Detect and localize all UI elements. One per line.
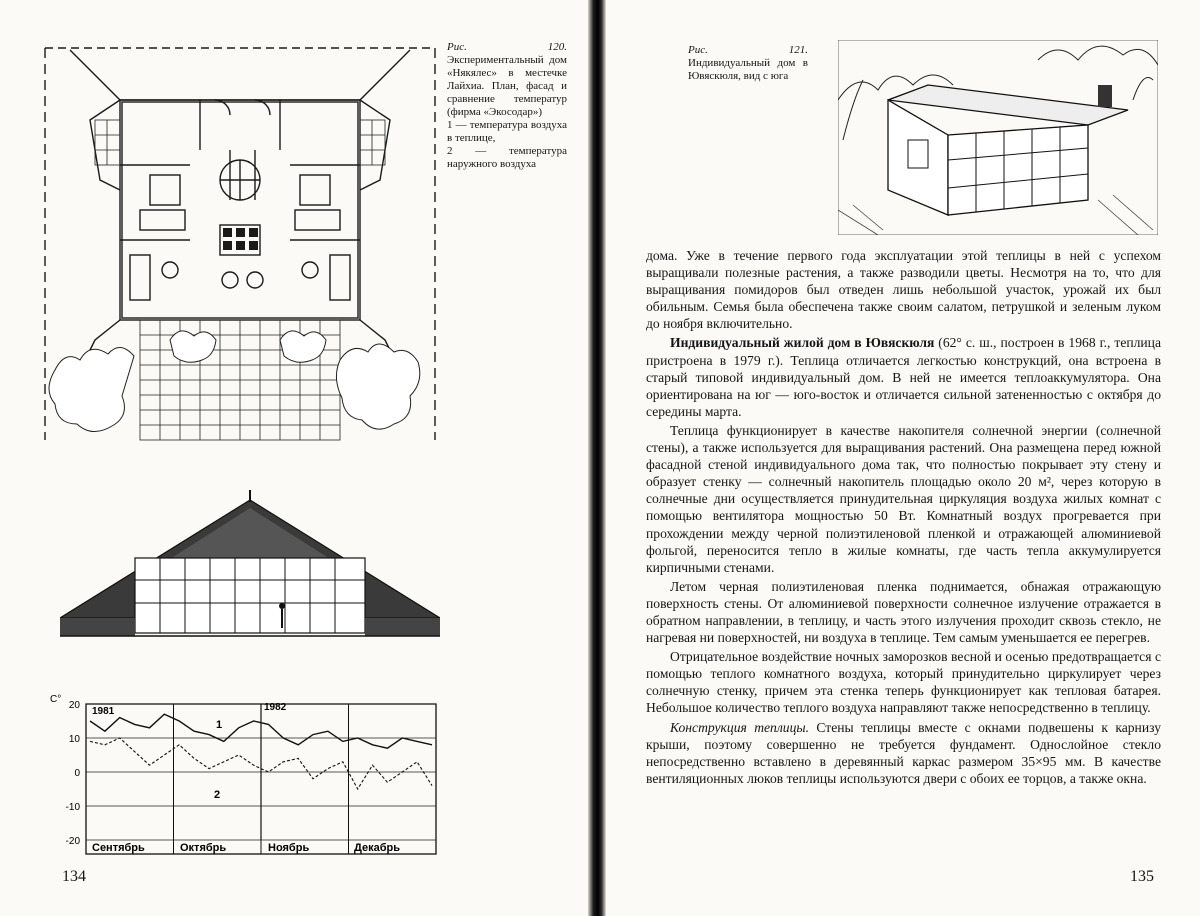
p6-heading: Конструкция теплицы. xyxy=(670,719,809,735)
right-page xyxy=(606,0,1200,916)
book-gutter xyxy=(588,0,606,916)
page-number-right: 135 xyxy=(1130,868,1154,885)
house-illustration xyxy=(838,40,1158,235)
temperature-chart xyxy=(50,690,450,865)
chart-y-tick-label: -10 xyxy=(65,802,80,813)
month-december: Декабрь xyxy=(354,842,400,854)
facade-drawing xyxy=(60,488,440,648)
paragraph-4 xyxy=(646,578,1161,646)
figure-121-text: Индивидуальный дом в Ювяскюля, вид с юга xyxy=(688,57,808,82)
floor-plan-drawing xyxy=(40,40,440,450)
p1-text: дома. Уже в течение первого года эксплуатации этой теплицы в ней с успехом выращивали полезные растения, а также разводили цветы. Несмотря на то, что для выращивания помидоров был отведен лишь небольшой участок, урожай их был обильным. Семья была обеспечена также своим салатом, петрушкой и зеленым луком до ноября включительно. xyxy=(646,248,1161,332)
figure-121-label: Рис. 121. xyxy=(688,44,808,56)
p6-text: Стены теплицы вместе с окнами подвешены к карнизу крыши, поэтому совершенно не требуется фундамент. Однослойное стекло непосредственно вставлено в деревянный каркас размером 35×95 мм. В качестве вентиляционных люков теплицы используются двери с обоих ее торцов, а также окна. xyxy=(646,719,1161,786)
month-november: Ноябрь xyxy=(268,842,310,854)
chart-y-tick-label: 20 xyxy=(68,700,80,711)
month-september: Сентябрь xyxy=(92,842,145,854)
figure-121-caption xyxy=(688,44,808,83)
chart-y-unit: С° xyxy=(50,694,62,705)
chart-year-1982: 1982 xyxy=(264,702,287,713)
series-label-2: 2 xyxy=(214,789,221,801)
paragraph-2 xyxy=(646,334,1161,419)
paragraph-6 xyxy=(646,719,1161,787)
left-page xyxy=(0,0,588,916)
p5-text: Отрицательное воздействие ночных заморозков весной и осенью предотвращается с помощью теплого комнатного воздуха, который принудительно циркулирует через солнечную стенку, причем эта стенка теперь функционирует как тепловая батарея. Небольшое количество теплого воздуха направляют также непосредственно в теплицу. xyxy=(646,649,1161,716)
figure-120-label: Рис. 120. xyxy=(447,41,567,53)
body-text xyxy=(646,247,1161,787)
paragraph-3 xyxy=(646,422,1161,576)
series-label-1: 1 xyxy=(216,719,223,731)
p4-text: Летом черная полиэтиленовая пленка поднимается, обнажая отражающую поверхность стены. От алюминиевой поверхности солнечное излучение отражается в обратном направлении, в теплицу, и часть этого излучения проходит сквозь стекло, не нагревая ни поверхностей, ни воздуха в теплице. Тем самым уменьшается ее перегрев. xyxy=(646,578,1161,646)
p2-text: (62° с. ш., построен в 1968 г., теплица пристроена в 1979 г.). Теплица отличается легкостью конструкций, она встроена в старый типовой индивидуальный дом. В ней не имеется теплоаккумулятора. Она ориентирована на юг — юго-восток и отличается сильной затененностью с октября до середины марта. xyxy=(646,335,1161,419)
chart-year-1981: 1981 xyxy=(92,706,115,717)
chart-y-tick-label: 10 xyxy=(68,734,80,745)
paragraph-5 xyxy=(646,648,1161,716)
figure-120-text: Экспериментальный дом «Някялес» в местечке Лайхиа. План, фасад и сравнение температур (фирма «Экосодар») xyxy=(447,54,567,118)
figure-120-legend-1: 1 — температура воздуха в теплице, xyxy=(447,119,567,144)
chart-y-tick-label: -20 xyxy=(65,836,80,847)
month-october: Октябрь xyxy=(180,842,227,854)
paragraph-1 xyxy=(646,247,1161,332)
page-number-left: 134 xyxy=(62,868,86,885)
figure-120-caption xyxy=(447,41,567,171)
p3-text: Теплица функционирует в качестве накопителя солнечной энергии (солнечной стены), а также используется для выращивания растений. Она размещена перед южной фасадной стеной индивидуального дома так, что полностью покрывает эту стену и образует стенку — солнечный накопитель площадью около 20 м², через которую в солнечные дни осуществляется принудительная циркуляция воздуха жилых комнат с помощью вентилятора мощностью 50 Вт. Комнатный воздух прогревается при прохождении между черной полиэтиленовой пленкой и отражающей алюминиевой фольгой, переносится тепло в жилые комнаты, где часть тепла аккумулируется кирпичными стенами. xyxy=(646,422,1161,575)
figure-120-legend-2: 2 — температура наружного воздуха xyxy=(447,145,567,170)
chart-y-tick-label: 0 xyxy=(74,768,80,779)
p2-heading: Индивидуальный жилой дом в Ювяскюля xyxy=(670,335,935,351)
